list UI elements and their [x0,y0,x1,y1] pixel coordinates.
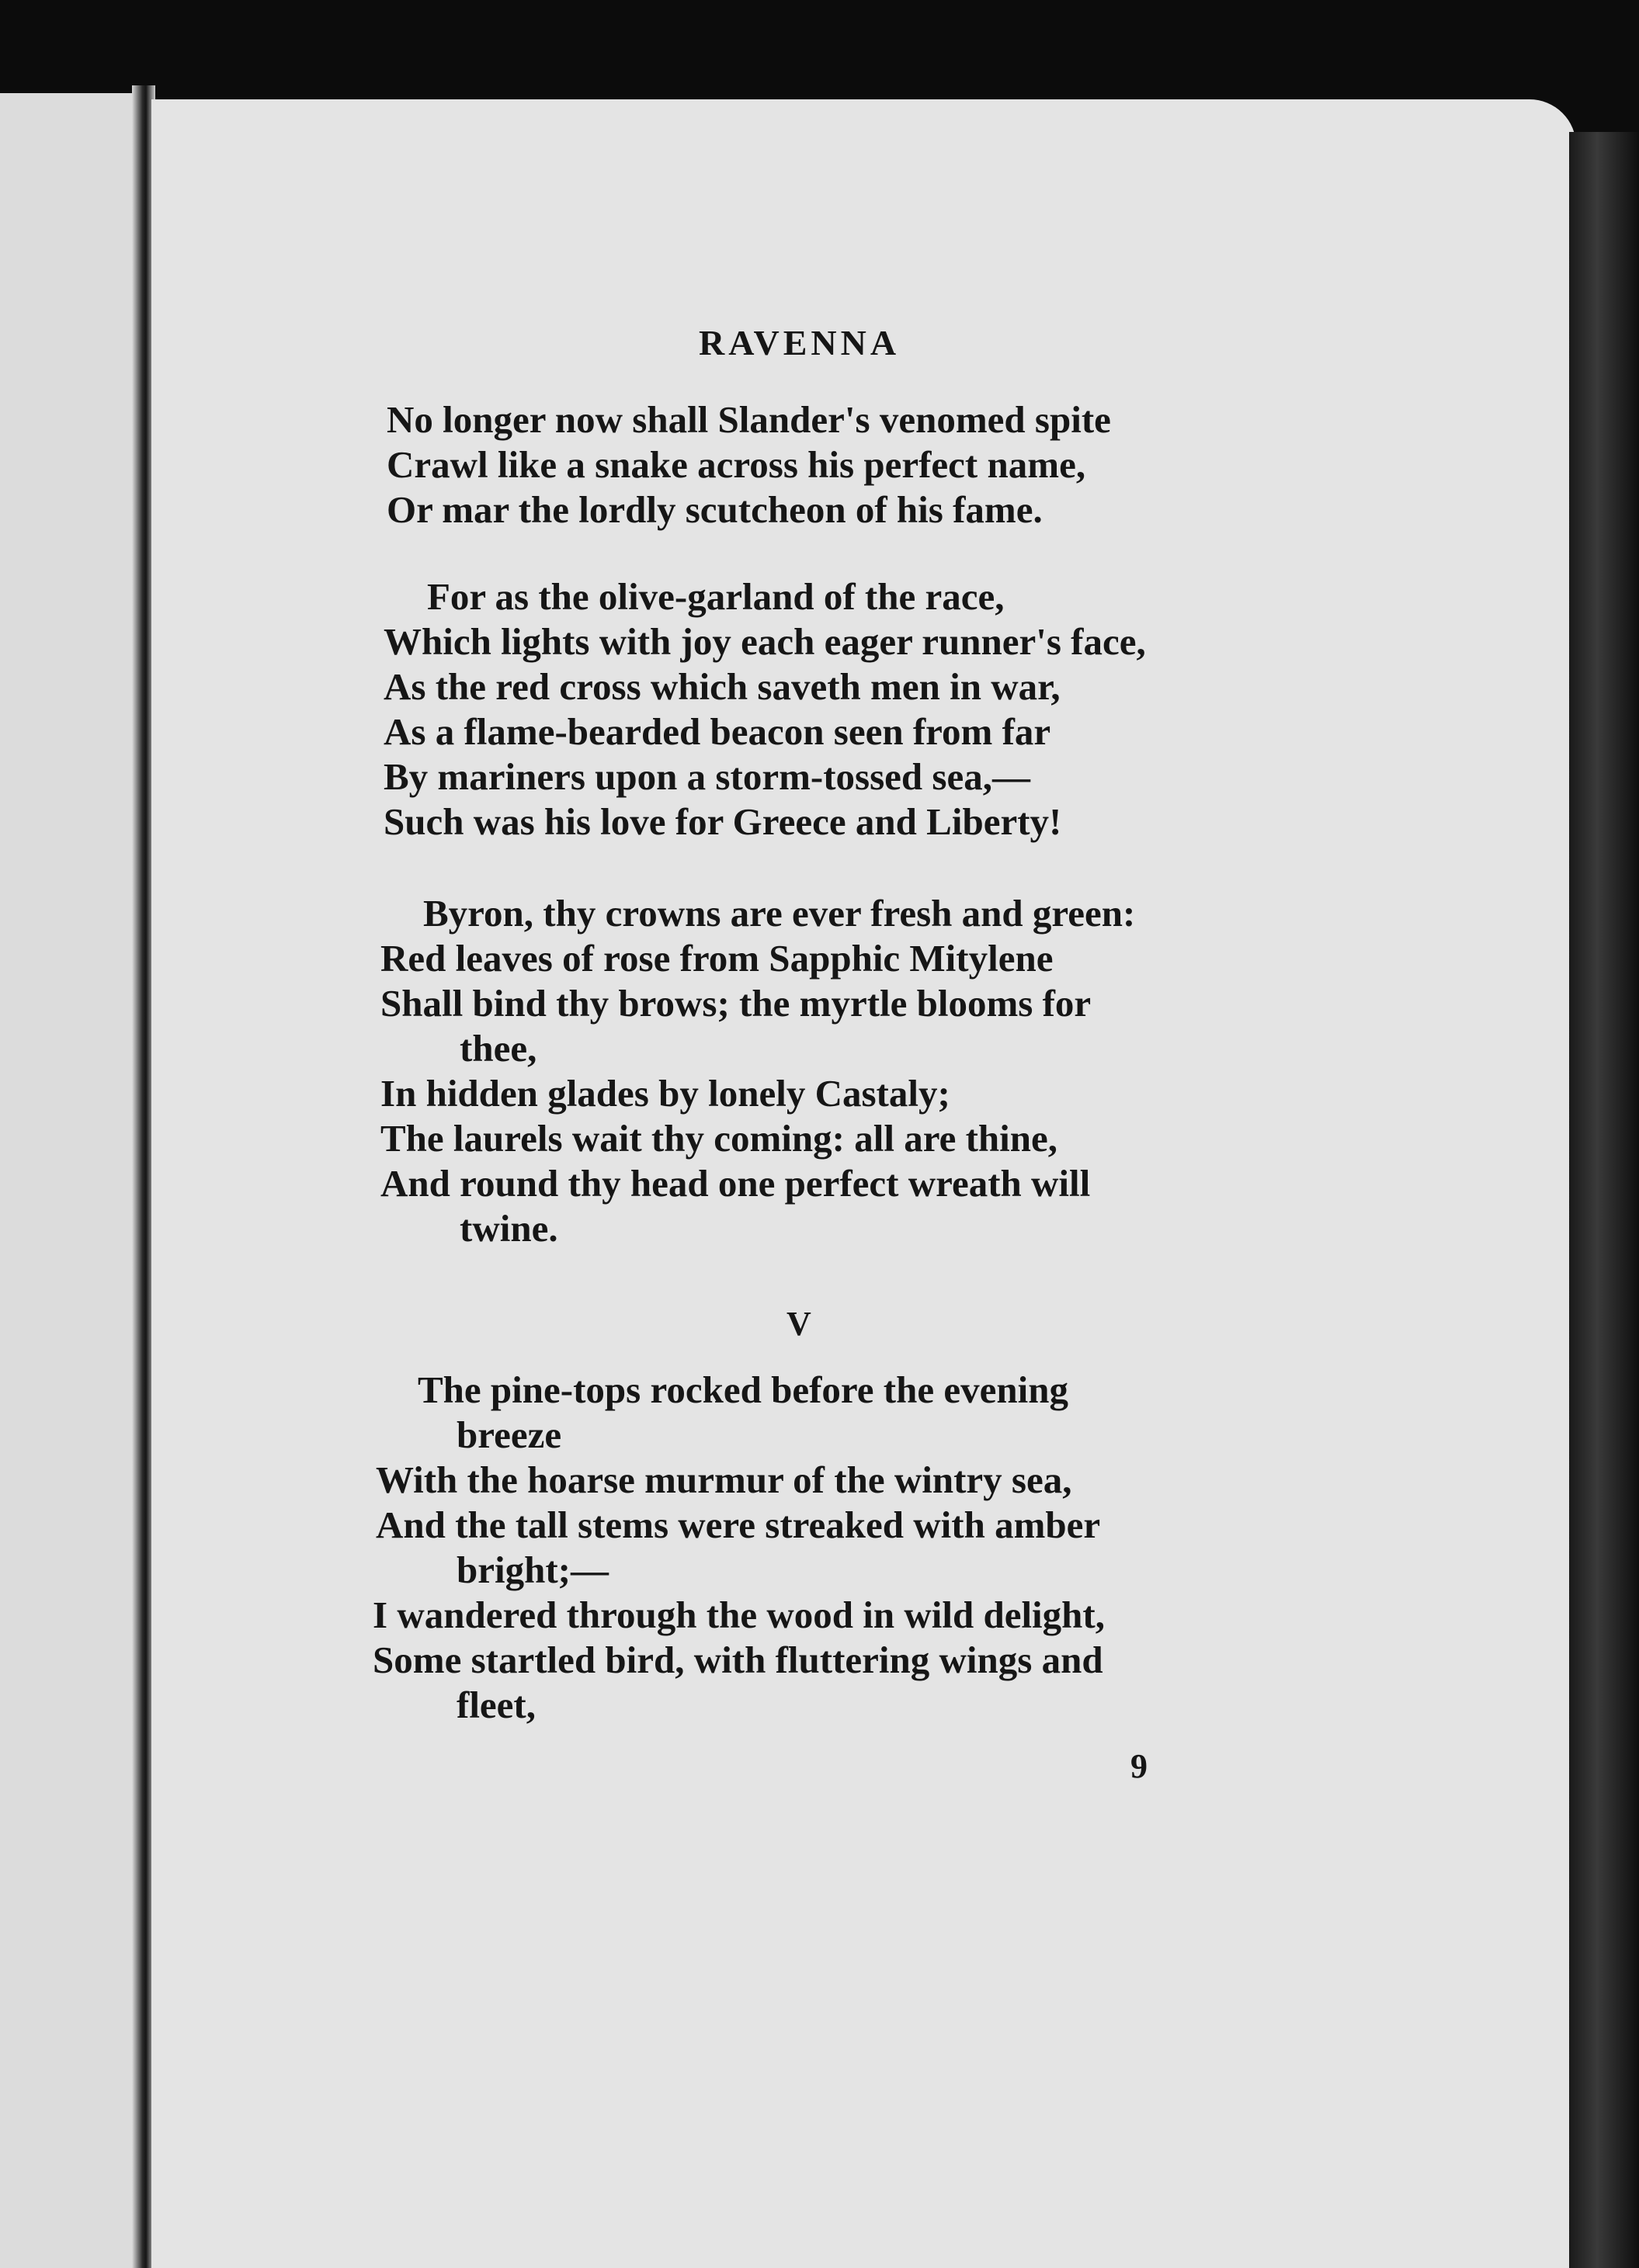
poem-line: For as the olive-garland of the race, [427,575,1005,618]
poem-line: fleet, [457,1684,536,1726]
page-number: 9 [1130,1747,1148,1785]
poem-line: In hidden glades by lonely Castaly; [380,1072,950,1115]
poem-line: By mariners upon a storm-tossed sea,— [384,755,1030,798]
poem-line: Or mar the lordly scutcheon of his fame. [387,488,1043,531]
poem-line: breeze [457,1413,562,1456]
poem-line: As a flame-bearded beacon seen from far [384,710,1051,753]
poem-line: The laurels wait thy coming: all are thine, [380,1117,1057,1160]
page-edge [1569,132,1639,2268]
poem-line: thee, [460,1027,537,1070]
section-numeral: V [787,1305,811,1343]
poem-line: Such was his love for Greece and Liberty! [384,800,1062,843]
poem-line: As the red cross which saveth men in war, [384,665,1061,708]
poem-line: Shall bind thy brows; the myrtle blooms for [380,982,1092,1025]
poem-line: Red leaves of rose from Sapphic Mitylene [380,937,1054,980]
poem-line: I wandered through the wood in wild delight, [373,1593,1105,1636]
poem-line: No longer now shall Slander's venomed spite [387,398,1111,441]
poem-line: Some startled bird, with fluttering wings and [373,1639,1103,1681]
poem-line: Crawl like a snake across his perfect name, [387,443,1086,486]
poem-line: And the tall stems were streaked with amber [376,1503,1101,1546]
poem-line: Which lights with joy each eager runner's face, [384,620,1146,663]
poem-line: twine. [460,1207,558,1250]
poem-line: With the hoarse murmur of the wintry sea, [376,1458,1072,1501]
poem-line: And round thy head one perfect wreath will [380,1162,1091,1205]
poem-title: RAVENNA [699,323,901,362]
poem-line: The pine-tops rocked before the evening [418,1368,1068,1411]
poem-line: bright;— [457,1548,609,1591]
poem-line: Byron, thy crowns are ever fresh and green: [423,892,1136,935]
facing-page [0,93,144,2268]
